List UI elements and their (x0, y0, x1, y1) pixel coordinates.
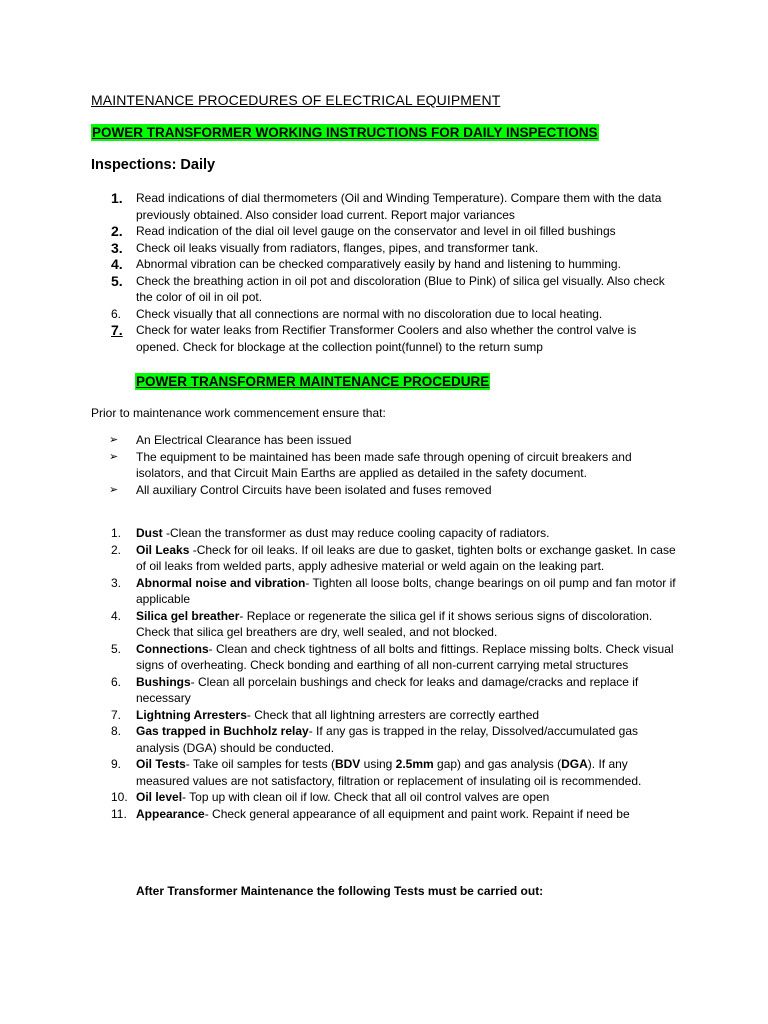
list-item (111, 542, 676, 575)
item-label: Gas trapped in Buchholz relay (136, 724, 309, 738)
item-text: Read indications of dial thermometers (Oil and Winding Temperature). Compare them with the data previously obtained. Also consider load current. Report major variances (136, 191, 662, 222)
list-item (111, 608, 676, 641)
item-number: 4. (111, 256, 123, 272)
item-text: ). If any measured values are not satisfactory, filtration or replacement of insulating oil is recommended. (136, 757, 642, 788)
item-text: - Check general appearance of all equipment and paint work. Repaint if need be (204, 806, 630, 821)
item-text: An Electrical Clearance has been issued (136, 433, 352, 447)
item-label: Oil Tests (136, 757, 186, 771)
item-number: 7. (111, 707, 122, 722)
item-number: 7. (111, 322, 123, 338)
list-item (111, 707, 676, 724)
item-number: 2. (111, 542, 122, 557)
list-item (111, 674, 676, 707)
list-item (111, 575, 676, 608)
item-text: - Replace or regenerate the silica gel if it shows serious signs of discoloration. Check that silica gel breathers are dry, well sealed, and not blocked. (136, 608, 653, 639)
item-number: 4. (111, 608, 122, 623)
item-text: - Check that all lightning arresters are correctly earthed (246, 707, 540, 722)
item-text: - Clean and check tightness of all bolts and fittings. Replace missing bolts. Check visual signs of overheating. Check bonding and earthing of all non-current carrying metal structures (136, 641, 674, 672)
list-item (109, 449, 671, 482)
maintenance-task-list (111, 525, 676, 822)
item-text: - Tighten all loose bolts, change bearings on oil pump and fan motor if applicable (136, 575, 676, 606)
arrow-bullet-icon: ➢ (109, 483, 119, 496)
item-text: -Check for oil leaks. If oil leaks are due to gasket, tighten bolts or exchange gasket. In case of oil leaks from welded parts, apply adhesive material or weld again on the leaking part. (136, 542, 676, 573)
daily-inspections-heading: POWER TRANSFORMER WORKING INSTRUCTIONS FOR DAILY INSPECTIONS (92, 125, 598, 140)
item-text: - If any gas is trapped in the relay, Dissolved/accumulated gas analysis (DGA) should be conducted. (136, 724, 638, 755)
item-text: using (360, 757, 396, 771)
item-label: Silica gel breather (136, 608, 240, 623)
item-number: 6. (111, 306, 122, 321)
list-item (111, 322, 671, 355)
item-text: The equipment to be maintained has been made safe through opening of circuit breakers and isolators, and that Circuit Main Earths are applied as detailed in the safety document. (136, 449, 632, 480)
item-text: gap) and gas analysis ( (433, 757, 562, 771)
item-text: Check visually that all connections are normal with no discoloration due to local heating. (136, 306, 603, 321)
item-label: Dust (136, 526, 163, 540)
precondition-list (109, 432, 671, 498)
item-number: 5. (111, 272, 123, 289)
maintenance-procedure-heading: POWER TRANSFORMER MAINTENANCE PROCEDURE (136, 374, 490, 389)
item-label: Oil level (136, 790, 183, 804)
item-bold-term: DGA (561, 757, 588, 771)
item-bold-term: 2.5mm (395, 757, 434, 771)
item-number: 8. (111, 724, 122, 738)
item-number: 9. (111, 757, 122, 771)
inspections-daily-heading: Inspections: Daily (91, 157, 216, 173)
item-number: 1. (111, 190, 123, 206)
list-item (111, 223, 671, 240)
item-number: 3. (111, 575, 122, 590)
daily-inspection-list (111, 190, 671, 355)
item-number: 10. (111, 790, 128, 804)
item-label: Appearance (136, 806, 205, 821)
item-text: Check the breathing action in oil pot and discoloration (Blue to Pink) of silica gel visually. Also check the color of oil in oil pot. (136, 273, 665, 304)
list-item (109, 482, 671, 499)
item-number: 3. (111, 239, 123, 256)
arrow-bullet-icon: ➢ (109, 450, 119, 463)
item-text: - Top up with clean oil if low. Check that all oil control valves are open (182, 790, 550, 804)
list-item (111, 789, 676, 806)
document-title: MAINTENANCE PROCEDURES OF ELECTRICAL EQUIPMENT (91, 92, 501, 108)
prior-to-maintenance-text: Prior to maintenance work commencement ensure that: (91, 406, 386, 420)
item-number: 1. (111, 526, 122, 540)
item-text: Abnormal vibration can be checked comparatively easily by hand and listening to humming. (136, 257, 621, 271)
item-number: 2. (111, 223, 123, 239)
list-item (111, 306, 671, 323)
list-item (109, 432, 671, 449)
item-label: Oil Leaks (136, 542, 190, 557)
list-item (111, 190, 671, 223)
item-label: Lightning Arresters (136, 707, 247, 722)
item-text: - Clean all porcelain bushings and check for leaks and damage/cracks and replace if necessary (136, 674, 639, 705)
item-text: Check for water leaks from Rectifier Transformer Coolers and also whether the control valve is opened. Check for blockage at the collection point(funnel) to the return sump (136, 323, 637, 354)
item-number: 5. (111, 641, 122, 656)
list-item (111, 756, 676, 789)
item-text: Read indication of the dial oil level gauge on the conservator and level in oil filled bushings (136, 224, 616, 238)
item-number: 6. (111, 674, 122, 689)
item-text: - Take oil samples for tests ( (185, 757, 335, 771)
item-text: Check oil leaks visually from radiators, flanges, pipes, and transformer tank. (136, 240, 539, 255)
after-maintenance-tests-heading: After Transformer Maintenance the following Tests must be carried out: (136, 884, 544, 898)
list-item (111, 806, 676, 823)
list-item (111, 239, 671, 257)
list-item (111, 272, 671, 306)
item-label: Abnormal noise and vibration (136, 575, 306, 590)
list-item (111, 641, 676, 674)
item-label: Connections (136, 641, 209, 656)
item-label: Bushings (136, 674, 191, 689)
list-item (111, 723, 676, 756)
item-text: All auxiliary Control Circuits have been isolated and fuses removed (136, 482, 492, 497)
arrow-bullet-icon: ➢ (109, 434, 119, 446)
item-bold-term: BDV (334, 757, 361, 771)
item-number: 11. (111, 806, 127, 821)
list-item (111, 256, 671, 273)
item-text: -Clean the transformer as dust may reduce cooling capacity of radiators. (162, 526, 550, 540)
list-item (111, 525, 676, 542)
